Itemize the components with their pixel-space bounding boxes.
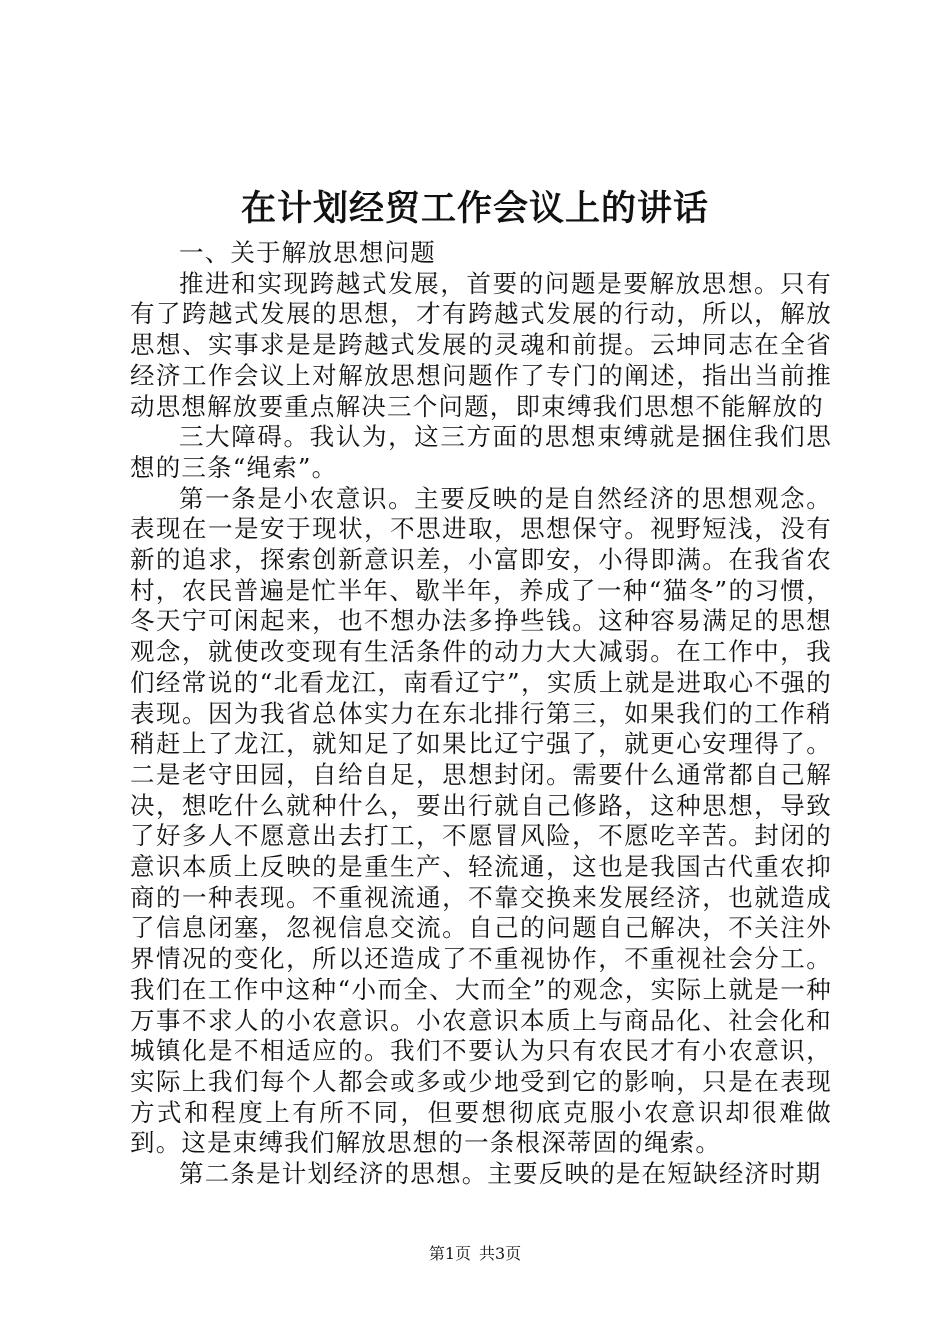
paragraph: 三大障碍。我认为，这三方面的思想束缚就是捆住我们思想的三条“绳索”。 bbox=[130, 422, 832, 482]
page-total: 共3页 bbox=[479, 1244, 522, 1263]
paragraph: 第二条是计划经济的思想。主要反映的是在短缺经济时期 bbox=[179, 1159, 822, 1189]
section-heading: 一、关于解放思想问题 bbox=[179, 238, 436, 267]
page-footer bbox=[0, 1243, 950, 1265]
page-number: 第1页 bbox=[428, 1244, 471, 1263]
document-body bbox=[130, 238, 832, 1190]
paragraph: 第一条是小农意识。主要反映的是自然经济的思想观念。表现在一是安于现状，不思进取，思想保守。视野短浅，没有新的追求，探索创新意识差，小富即安，小得即满。在我省农村，农民普遍是忙半年、歇半年，养成了一种“猫冬”的习惯，冬天宁可闲起来，也不想办法多挣些钱。这种容易满足的思想观念，就使改变现有生活条件的动力大大减弱。在工作中，我们经常说的“北看龙江，南看辽宁”，实质上就是进取心不强的表现。因为我省总体实力在东北排行第三，如果我们的工作稍稍赶上了龙江，就知足了如果比辽宁强了，就更心安理得了。二是老守田园，自给自足，思想封闭。需要什么通常都自己解决，想吃什么就种什么，要出行就自己修路，这种思想，导致了好多人不愿意出去打工，不愿冒风险，不愿吃辛苦。封闭的意识本质上反映的是重生产、轻流通，这也是我国古代重农抑商的一种表现。不重视流通，不靠交换来发展经济，也就造成了信息闭塞，忽视信息交流。自己的问题自己解决，不关注外界情况的变化，所以还造成了不重视协作，不重视社会分工。我们在工作中这种“小而全、大而全”的观念，实际上就是一种万事不求人的小农意识。小农意识本质上与商品化、社会化和城镇化是不相适应的。我们不要认为只有农民才有小农意识，实际上我们每个人都会或多或少地受到它的影响，只是在表现方式和程度上有所不同，但要想彻底克服小农意识却很难做到。这是束缚我们解放思想的一条根深蒂固的绳索。 bbox=[130, 483, 832, 1158]
document-title: 在计划经贸工作会议上的讲话 bbox=[240, 188, 709, 229]
paragraph: 推进和实现跨越式发展，首要的问题是要解放思想。只有有了跨越式发展的思想，才有跨越式发展的行动，所以，解放思想、实事求是是跨越式发展的灵魂和前提。云坤同志在全省经济工作会议上对解放思想问题作了专门的阐述，指出当前推动思想解放要重点解决三个问题，即束缚我们思想不能解放的 bbox=[130, 268, 832, 421]
